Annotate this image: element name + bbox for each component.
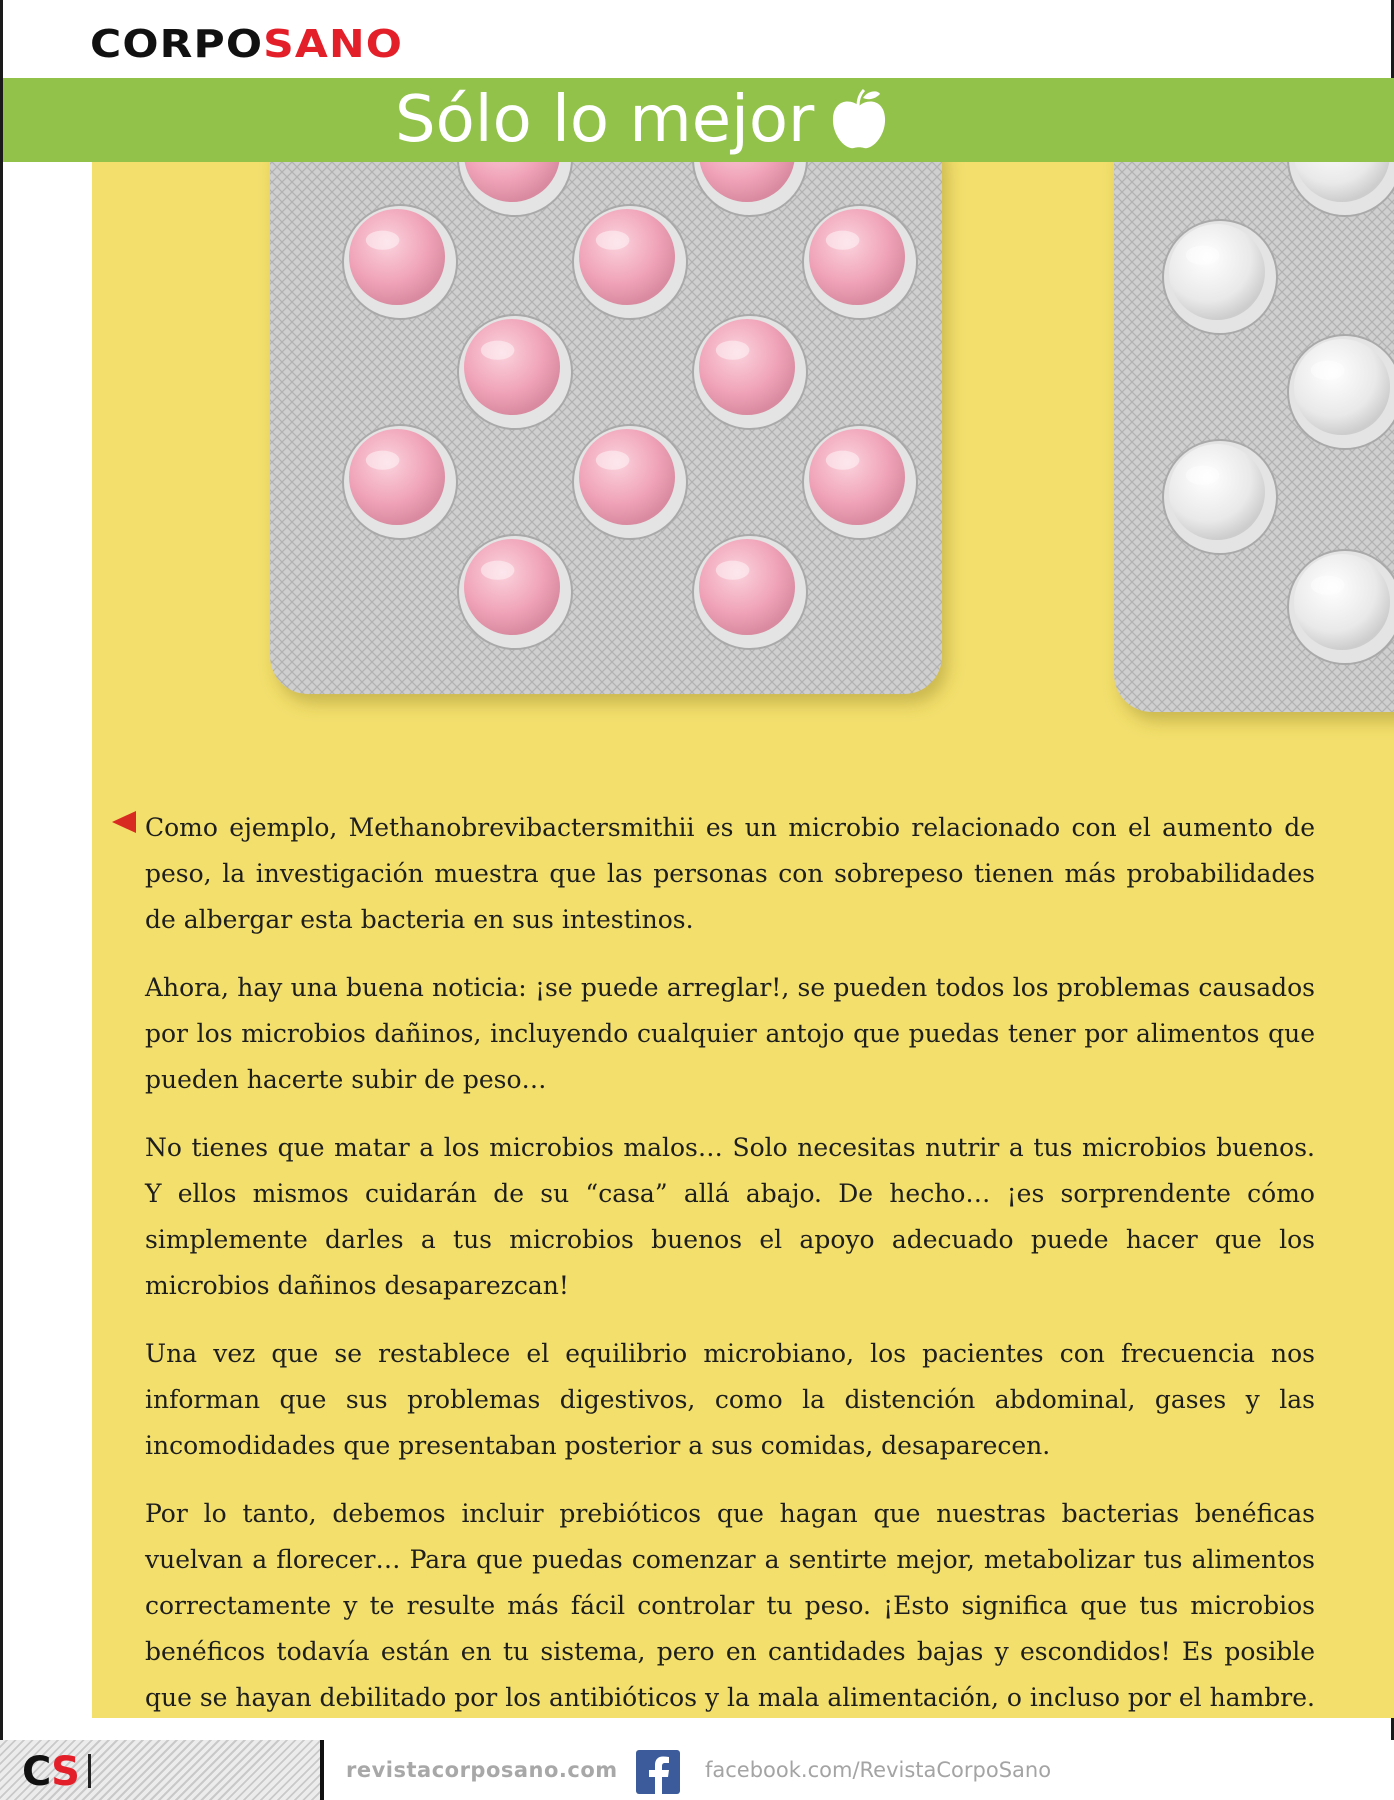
bullet-arrow-icon [112, 811, 136, 833]
pink-pill [803, 425, 917, 539]
pink-pill [693, 315, 807, 429]
article-body [145, 805, 1315, 1743]
logo-part-corpo: CORPO [90, 22, 264, 66]
article-paragraph-1: Como ejemplo, Methanobrevibactersmithii es un microbio relacionado con el aumento de peso, la investigación muestra que las personas con sobrepeso tienen más probabilidades de albergar esta bacteria en sus intestinos. [145, 813, 1315, 934]
article-paragraph-2: Ahora, hay una buena noticia: ¡se puede arreglar!, se pueden todos los problemas causados por los microbios dañinos, incluyendo cualquier antojo que puedas tener por alimentos que pueden hacerte subir de peso… [145, 973, 1315, 1094]
pill-blister-photo [92, 162, 1394, 772]
blister-svg [92, 162, 1394, 772]
facebook-icon[interactable] [636, 1750, 680, 1794]
facebook-link[interactable]: facebook.com/RevistaCorpoSano [705, 1758, 1052, 1782]
pink-pill [343, 425, 457, 539]
page-footer [0, 1740, 1394, 1800]
apple-icon [830, 88, 888, 152]
pink-pill [573, 425, 687, 539]
article-paragraph-5: Por lo tanto, debemos incluir prebióticos que hagan que nuestras bacterias benéficas vuelvan a florecer… Para que puedas comenzar a sentirte mejor, metabolizar tus alimentos correctamente y te resulte más fácil controlar tu peso. ¡Esto significa que tus microbios benéficos todavía están en tu sistema, pero en cantidades bajas y escondidos! Es posible que se hayan debilitado por los antibióticos y la mala alimentación, o incluso por el hambre. [145, 1499, 1315, 1712]
pink-pill [573, 205, 687, 319]
article-paragraph-4: Una vez que se restablece el equilibrio microbiano, los pacientes con frecuencia nos informan que sus problemas digestivos, como la distención abdominal, gases y las incomodidades que presentaban posterior a sus comidas, desaparecen. [145, 1339, 1315, 1460]
magazine-logo [90, 22, 403, 66]
pink-pill [458, 315, 572, 429]
footer-divider-small [88, 1754, 91, 1788]
footer-divider [320, 1740, 324, 1800]
article-paragraph-3: No tienes que matar a los microbios malos… Solo necesitas nutrir a tus microbios buenos. Y ellos mismos cuidarán de su “casa” allá abajo. De hecho… ¡es sorprendente cómo simplemente darles a tus microbios buenos el apoyo adecuado puede hacer que los microbios dañinos desaparezcan! [145, 1133, 1315, 1300]
pink-pill [803, 205, 917, 319]
footer-logo-s: S [51, 1749, 79, 1795]
white-pill [1163, 220, 1277, 334]
footer-logo [22, 1749, 79, 1795]
logo-part-sano: SANO [263, 22, 404, 66]
website-link[interactable]: revistacorposano.com [346, 1758, 618, 1782]
page-left-border [0, 0, 3, 1800]
section-title: Sólo lo mejor [395, 83, 815, 157]
white-pill [1163, 440, 1277, 554]
footer-logo-c: C [22, 1749, 52, 1795]
pink-pill [458, 535, 572, 649]
white-pill [1288, 550, 1394, 664]
pink-pill [343, 205, 457, 319]
pink-pill [693, 535, 807, 649]
white-pill [1288, 335, 1394, 449]
